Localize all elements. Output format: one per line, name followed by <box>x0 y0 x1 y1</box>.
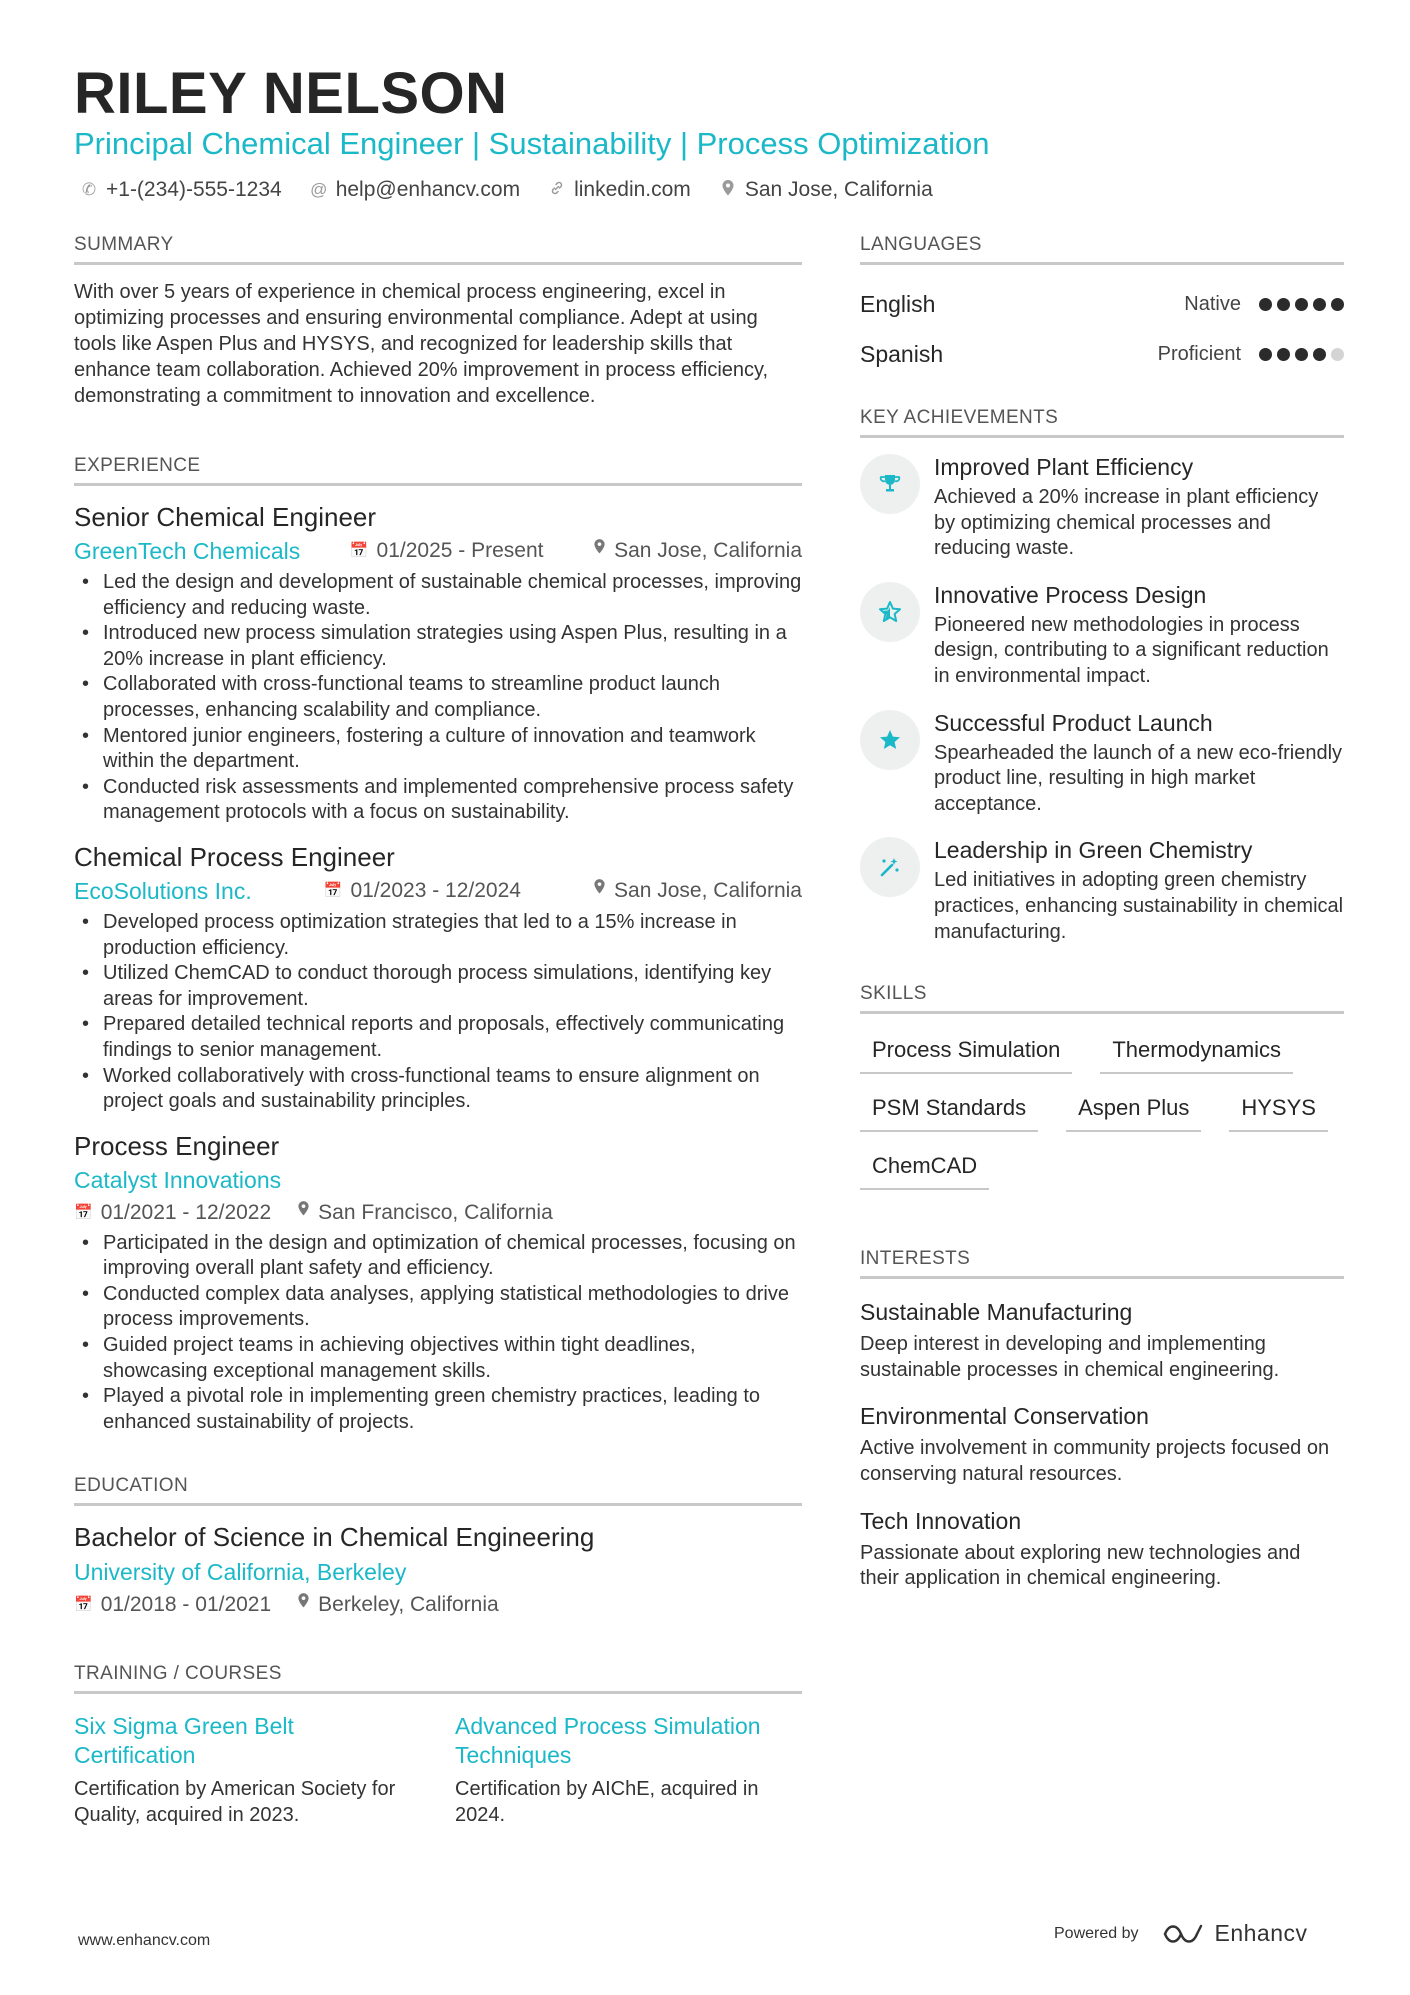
star-outline-icon <box>860 582 920 642</box>
job-title: Senior Chemical Engineer <box>74 502 377 532</box>
contact-phone-text: +1-(234)-555-1234 <box>106 178 282 201</box>
rating-dot-empty <box>1331 348 1344 361</box>
interest-item <box>860 1506 1344 1592</box>
job-bullet: • Played a pivotal role in implementing green chemistry practices, leading to enhanced sustainability of projects. <box>74 1384 802 1435</box>
training-heading: TRAINING / COURSES <box>74 1663 802 1694</box>
candidate-title: Principal Chemical Engineer | Sustainability | Process Optimization <box>74 126 990 161</box>
powered-by-label: Powered by <box>1054 1924 1139 1942</box>
job-bullet: • Conducted risk assessments and implemented comprehensive process safety management protocols with a focus on sustainability. <box>74 775 802 826</box>
course-title[interactable]: Six Sigma Green Belt Certification <box>74 1713 294 1769</box>
job-company[interactable]: GreenTech Chemicals <box>74 538 301 564</box>
at-icon: @ <box>310 180 328 199</box>
job-bullets <box>74 910 802 1115</box>
skill-tag: ChemCAD <box>860 1152 989 1190</box>
education-heading: EDUCATION <box>74 1475 802 1506</box>
course-title[interactable]: Advanced Process Simulation Techniques <box>455 1713 761 1769</box>
brand-name: Enhancv <box>1214 1920 1308 1946</box>
job-bullets <box>74 1231 802 1436</box>
job-bullet: • Worked collaboratively with cross-functional teams to ensure alignment on project goals and sustainability principles. <box>74 1064 802 1115</box>
achievement-title: Successful Product Launch <box>934 709 1213 736</box>
job-title: Chemical Process Engineer <box>74 841 395 872</box>
job-company[interactable]: EcoSolutions Inc. <box>74 877 252 904</box>
footer-brand <box>1054 1920 1308 1947</box>
languages-heading: LANGUAGES <box>860 234 1344 265</box>
achievement-item <box>860 452 1344 562</box>
calendar-icon: 📅 <box>349 542 369 559</box>
job-entry <box>74 500 802 826</box>
contact-email-text: help@enhancv.com <box>335 178 521 201</box>
enhancv-logo-icon <box>1161 1922 1207 1946</box>
contact-location-text: San Jose, California <box>744 178 933 201</box>
job-location-text: San Jose, California <box>614 539 802 562</box>
brand-logo[interactable] <box>1161 1920 1308 1947</box>
achievement-body <box>934 708 1344 818</box>
interests-heading: INTERESTS <box>860 1248 1344 1279</box>
achievement-body <box>934 452 1344 562</box>
location-pin-icon <box>297 1199 310 1227</box>
job-bullet: • Prepared detailed technical reports and proposals, effectively communicating findings to senior management. <box>74 1012 802 1063</box>
skill-tag: Thermodynamics <box>1100 1036 1293 1074</box>
achievement-title: Innovative Process Design <box>934 581 1207 608</box>
achievement-desc: Achieved a 20% increase in plant efficiency by optimizing chemical processes and reducing waste. <box>934 486 1319 560</box>
star-icon <box>860 710 920 770</box>
course-item <box>455 1712 802 1828</box>
interest-title: Environmental Conservation <box>860 1403 1149 1430</box>
right-column <box>860 234 1344 1610</box>
job-location <box>593 876 802 906</box>
job-dates <box>74 1199 271 1227</box>
experience-heading: EXPERIENCE <box>74 455 802 486</box>
achievement-item <box>860 580 1344 690</box>
education-dates <box>74 1591 271 1619</box>
achievement-body <box>934 835 1344 945</box>
job-title: Process Engineer <box>74 1130 280 1161</box>
contact-location <box>719 178 933 202</box>
summary-text: With over 5 years of experience in chemical process engineering, excel in optimizing processes and ensuring environmental compliance. Adept at using tools like Aspen Plus and HYSYS, and recognized for leadership skills that enhance team collaboration. Achieved 20% improvement in process efficiency, demonstrating a commitment to innovation and excellence. <box>74 281 769 407</box>
job-dates <box>350 536 544 566</box>
location-pin-icon <box>297 1591 310 1619</box>
skills-heading: SKILLS <box>860 983 1344 1014</box>
skill-tag: Process Simulation <box>860 1036 1072 1074</box>
skills-list <box>860 1036 1344 1190</box>
footer-website[interactable]: www.enhancv.com <box>78 1932 211 1949</box>
interest-item <box>860 1401 1344 1487</box>
rating-dot-filled <box>1295 298 1308 311</box>
course-desc: Certification by AIChE, acquired in 2024. <box>455 1778 759 1827</box>
rating-dot-filled <box>1295 348 1308 361</box>
left-column <box>74 234 802 1828</box>
language-level: Native <box>1184 292 1241 315</box>
job-bullet: • Guided project teams in achieving objectives within tight deadlines, showcasing exceptional management skills. <box>74 1333 802 1384</box>
job-bullet: • Participated in the design and optimization of chemical processes, focusing on improving overall plant safety and efficiency. <box>74 1231 802 1282</box>
language-name: Spanish <box>860 340 944 367</box>
interest-title: Tech Innovation <box>860 1507 1022 1534</box>
rating-dot-filled <box>1259 348 1272 361</box>
achievement-item <box>860 708 1344 818</box>
language-rating-dots <box>1259 298 1344 311</box>
achievement-desc: Led initiatives in adopting green chemistry practices, enhancing sustainability in chemical manufacturing. <box>934 869 1344 943</box>
job-dates-text: 01/2023 - 12/2024 <box>350 878 521 902</box>
trophy-icon <box>860 454 920 514</box>
course-desc: Certification by American Society for Quality, acquired in 2023. <box>74 1778 396 1827</box>
summary-heading: SUMMARY <box>74 234 802 265</box>
rating-dot-filled <box>1277 348 1290 361</box>
job-entry <box>74 840 802 1115</box>
contact-linkedin[interactable] <box>548 178 691 202</box>
language-row <box>860 329 1344 379</box>
job-bullet: • Utilized ChemCAD to conduct thorough process simulations, identifying key areas for improvement. <box>74 961 802 1012</box>
language-name: English <box>860 290 936 317</box>
achievement-desc: Spearheaded the launch of a new eco-friendly product line, resulting in high market acceptance. <box>934 741 1343 815</box>
job-bullets <box>74 570 802 826</box>
job-company[interactable]: Catalyst Innovations <box>74 1166 282 1193</box>
location-pin-icon <box>593 876 606 906</box>
contact-email[interactable] <box>310 178 520 202</box>
job-location <box>593 536 802 566</box>
skill-tag: HYSYS <box>1229 1094 1328 1132</box>
contact-linkedin-text: linkedin.com <box>574 178 691 201</box>
interest-title: Sustainable Manufacturing <box>860 1299 1133 1326</box>
achievements-heading: KEY ACHIEVEMENTS <box>860 407 1344 438</box>
link-icon <box>548 180 566 201</box>
language-row <box>860 279 1344 329</box>
location-pin-icon <box>719 179 737 202</box>
education-location-text: Berkeley, California <box>318 1593 499 1617</box>
job-dates <box>324 876 521 906</box>
education-meta <box>74 1591 802 1619</box>
calendar-icon: 📅 <box>74 1596 93 1614</box>
job-bullet: • Led the design and development of sustainable chemical processes, improving efficiency and reducing waste. <box>74 570 802 621</box>
rating-dot-filled <box>1313 298 1326 311</box>
job-location <box>297 1199 553 1227</box>
job-bullet: • Conducted complex data analyses, applying statistical methodologies to drive process improvements. <box>74 1282 802 1333</box>
location-pin-icon <box>593 536 606 566</box>
job-location-text: San Jose, California <box>614 878 802 902</box>
achievement-item <box>860 835 1344 945</box>
achievement-title: Improved Plant Efficiency <box>934 454 1194 480</box>
job-bullet: • Collaborated with cross-functional teams to streamline product launch processes, enhancing scalability and compliance. <box>74 672 802 723</box>
job-dates-text: 01/2025 - Present <box>376 539 544 562</box>
job-meta <box>74 536 802 566</box>
candidate-name: RILEY NELSON <box>74 61 508 126</box>
achievement-body <box>934 580 1344 690</box>
interest-desc: Deep interest in developing and implementing sustainable processes in chemical engineering. <box>860 1333 1280 1381</box>
education-dates-text: 01/2018 - 01/2021 <box>100 1593 272 1617</box>
skill-tag: Aspen Plus <box>1066 1094 1201 1132</box>
job-bullet: • Mentored junior engineers, fostering a culture of innovation and teamwork within the department. <box>74 724 802 775</box>
achievement-desc: Pioneered new methodologies in process design, contributing to a significant reduction in environmental impact. <box>934 613 1329 687</box>
job-meta <box>74 1199 802 1227</box>
interest-desc: Passionate about exploring new technologies and their application in chemical engineering. <box>860 1541 1301 1590</box>
education-degree: Bachelor of Science in Chemical Engineering <box>74 1522 595 1553</box>
language-rating-dots <box>1259 348 1344 361</box>
job-bullet: • Developed process optimization strategies that led to a 15% increase in production efficiency. <box>74 910 802 961</box>
job-bullet: • Introduced new process simulation strategies using Aspen Plus, resulting in a 20% increase in plant efficiency. <box>74 621 802 672</box>
achievement-title: Leadership in Green Chemistry <box>934 837 1253 864</box>
course-list <box>74 1712 802 1828</box>
job-location-text: San Francisco, California <box>318 1200 553 1224</box>
rating-dot-filled <box>1259 298 1272 311</box>
language-proficiency <box>1184 293 1344 316</box>
interest-desc: Active involvement in community projects focused on conserving natural resources. <box>860 1437 1330 1485</box>
rating-dot-filled <box>1331 298 1344 311</box>
rating-dot-filled <box>1313 348 1326 361</box>
calendar-icon: 📅 <box>74 1203 93 1221</box>
interest-item <box>860 1297 1344 1383</box>
rating-dot-filled <box>1277 298 1290 311</box>
job-meta <box>74 876 802 906</box>
language-level: Proficient <box>1157 342 1241 365</box>
education-location <box>297 1591 499 1619</box>
education-school[interactable]: University of California, Berkeley <box>74 1559 407 1586</box>
job-entry <box>74 1129 802 1436</box>
magic-wand-icon <box>860 837 920 897</box>
contact-bar <box>80 178 933 202</box>
job-dates-text: 01/2021 - 12/2022 <box>100 1200 272 1224</box>
calendar-icon: 📅 <box>323 881 343 899</box>
course-item <box>74 1712 421 1828</box>
language-proficiency <box>1158 343 1344 366</box>
skill-tag: PSM Standards <box>860 1094 1038 1132</box>
contact-phone[interactable] <box>80 178 282 202</box>
phone-icon: ✆ <box>81 180 97 199</box>
